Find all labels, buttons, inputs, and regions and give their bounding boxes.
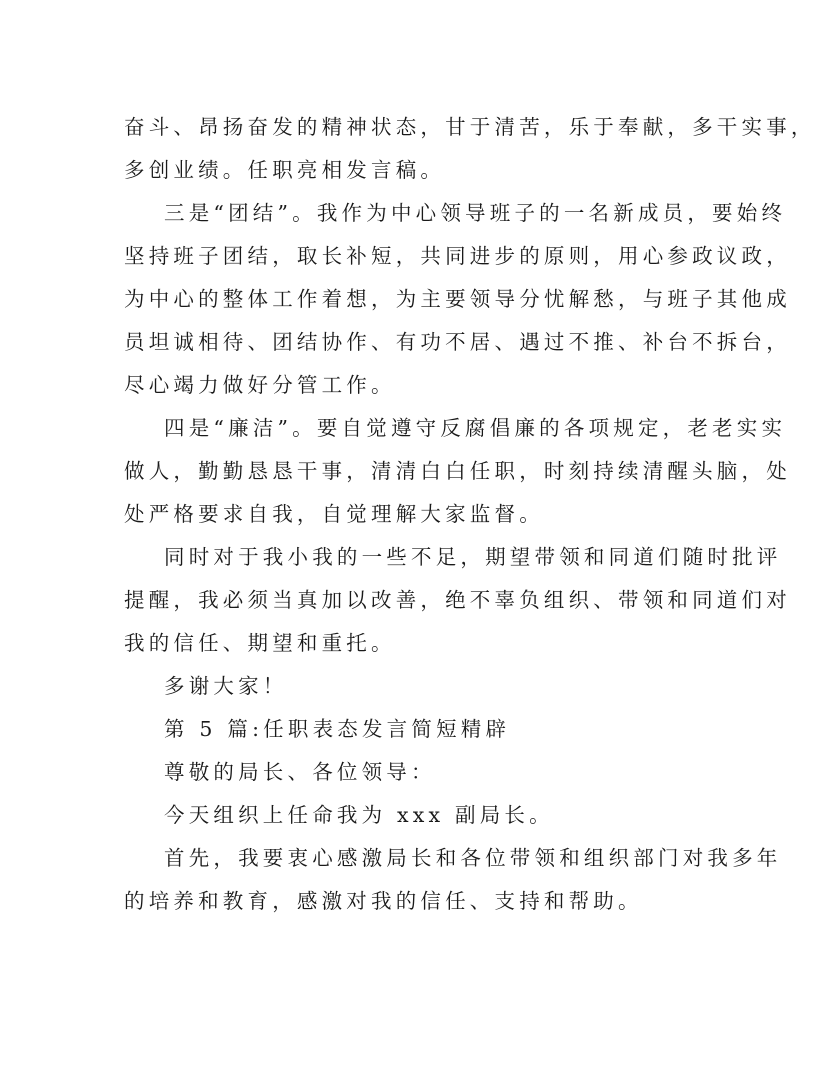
text-line: 为中心的整体工作着想，为主要领导分忧解愁，与班子其他成 xyxy=(124,287,791,311)
text-line: 坚持班子团结，取长补短，共同进步的原则，用心参政议政， xyxy=(124,244,791,268)
text-line: 多创业绩。任职亮相发言稿。 xyxy=(124,158,446,182)
text-line: 的培养和教育，感激对我的信任、支持和帮助。 xyxy=(124,889,643,913)
text-line: 今天组织上任命我为 xxx 副局长。 xyxy=(164,803,554,827)
text-line: 三是“团结”。我作为中心领导班子的一名新成员，要始终 xyxy=(164,201,787,225)
text-line: 首先，我要衷心感激局长和各位带领和组织部门对我多年 xyxy=(164,846,782,870)
section-heading: 第 5 篇:任职表态发言简短精辟 xyxy=(164,717,511,741)
salutation: 尊敬的局长、各位领导： xyxy=(164,760,436,784)
text-line: 做人，勤勤恳恳干事，清清白白任职，时刻持续清醒头脑，处 xyxy=(124,459,791,483)
text-line: 四是“廉洁”。要自觉遵守反腐倡廉的各项规定，老老实实 xyxy=(164,416,787,440)
text-line: 同时对于我小我的一些不足，期望带领和同道们随时批评 xyxy=(164,545,782,569)
text-line: 处严格要求自我，自觉理解大家监督。 xyxy=(124,502,544,526)
text-line: 多谢大家！ xyxy=(164,674,288,698)
text-line: 提醒，我必须当真加以改善，绝不辜负组织、带领和同道们对 xyxy=(124,588,791,612)
text-line: 员坦诚相待、团结协作、有功不居、遇过不推、补台不拆台， xyxy=(124,330,791,354)
text-line: 尽心竭力做好分管工作。 xyxy=(124,373,396,397)
text-line: 我的信任、期望和重托。 xyxy=(124,631,396,655)
text-line: 奋斗、昂扬奋发的精神状态，甘于清苦，乐于奉献，多干实事， xyxy=(124,115,816,139)
